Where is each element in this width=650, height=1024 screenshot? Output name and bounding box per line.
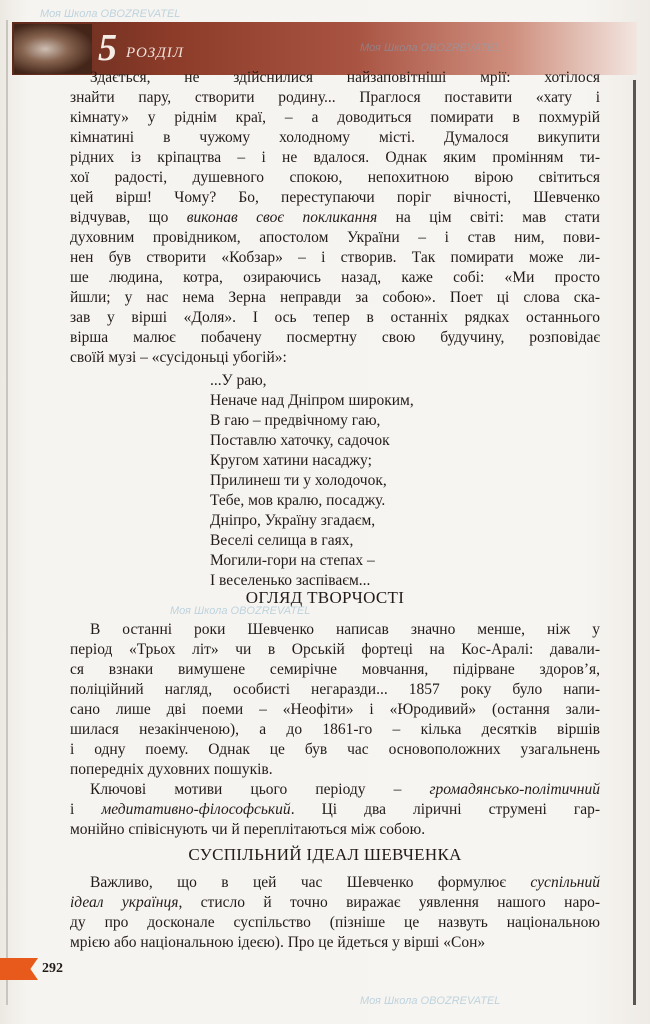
text-run: кімнатині в чужому холодному місті. Думалося викупити: [70, 129, 600, 146]
text-run: В останні роки Шевченко написав значно менше, ніж у: [90, 621, 600, 638]
text-line: [70, 933, 600, 953]
section-heading-social-ideal: СУСПІЛЬНИЙ ІДЕАЛ ШЕВЧЕНКА: [188, 845, 462, 864]
text-line: [70, 128, 600, 148]
poem-line: Могили-гори на степах –: [210, 552, 375, 569]
right-margin-line: [633, 80, 636, 1005]
text-run: , стисло й точно виражає уявлення нашого наро-: [178, 894, 600, 911]
text-run: на цім світі: мав стати: [377, 209, 600, 226]
text-run: Здається, не здійснилися найзаповітніші мрії: хотілося: [90, 69, 600, 86]
poem-line: Тебе, мов кралю, посаджу.: [210, 492, 386, 509]
poem-line: Поставлю хаточку, садочок: [210, 432, 390, 449]
poem-line: Веселі селища в гаях,: [210, 532, 354, 549]
text-line: [70, 188, 600, 208]
watermark: Моя Школа OBOZREVATEL: [360, 42, 501, 54]
text-run: ду про досконале суспільство (пізніше це назвуть національною: [70, 914, 600, 931]
page-number: 292: [42, 961, 63, 976]
chapter-number: 5: [98, 27, 117, 69]
chapter-label: РОЗДІЛ: [126, 45, 184, 61]
poem-line: В гаю – предвічному гаю,: [210, 412, 381, 429]
poem-excerpt: [210, 371, 414, 591]
poem-line: ...У раю,: [210, 372, 267, 389]
text-line: [70, 168, 600, 188]
watermark: Моя Школа OBOZREVATEL: [170, 605, 311, 617]
text-line: [70, 208, 600, 228]
text-run: духовним провідником, апостолом України – і став ним, пови-: [70, 229, 600, 246]
section-heading-overview: ОГЛЯД ТВОРЧОСТІ: [245, 588, 405, 607]
text-run: цей вірш! Чому? Бо, переступаючи поріг вічності, Шевченко: [70, 189, 600, 206]
text-line: [70, 620, 600, 640]
text-run: період «Трьох літ» чи в Орській фортеці на Кос-Аралі: давали-: [70, 641, 600, 658]
text-run: Ключові мотиви цього періоду –: [90, 781, 430, 798]
text-run: рідних із кріпацтва – і не вдалося. Однак яким промінням ти-: [70, 149, 600, 166]
text-run: зав у вірші «Доля». І ось тепер в останніх рядках останнього: [70, 309, 600, 326]
paragraph-4: [70, 873, 600, 953]
text-run: йшли; у нас нема Зерна неправди за собою». Поет ці слова ска-: [70, 289, 600, 306]
watermark: Моя Школа OBOZREVATEL: [360, 995, 501, 1007]
text-run: своїй музі – «сусідоньці убогій»:: [70, 349, 287, 366]
emphasis-text: громадянсько-політичний: [429, 781, 600, 798]
text-line: [70, 660, 600, 680]
text-run: шилася незакінченою), а до 1861-го – кілька десятків віршів: [70, 721, 600, 738]
text-line: [70, 288, 600, 308]
watermark: Моя Школа OBOZREVATEL: [40, 8, 181, 20]
text-line: [70, 328, 600, 348]
text-line: [70, 68, 600, 88]
text-line: [70, 348, 600, 368]
text-line: [70, 640, 600, 660]
text-line: [70, 780, 600, 800]
text-run: відчував, що: [70, 209, 187, 226]
text-line: [70, 108, 600, 128]
paragraph-1: [70, 68, 600, 368]
text-run: ше людина, котра, озираючись назад, каже собі: «Ми просто: [70, 269, 600, 286]
text-line: [70, 680, 600, 700]
paragraph-3: [70, 780, 600, 840]
text-run: монійно співіснують чи й переплітаються між собою.: [70, 821, 426, 838]
page-number-tab: [0, 958, 38, 980]
text-run: мрією або національною ідеєю). Про це йдеться у вірші «Сон»: [70, 934, 486, 951]
poem-line: Неначе над Дніпром широким,: [210, 392, 414, 409]
text-run: кімнату» у ріднім краї, – а доводиться помирати в похмурій: [70, 109, 600, 126]
text-line: [70, 700, 600, 720]
text-line: [70, 873, 600, 893]
paragraph-2: [70, 620, 600, 780]
text-line: [70, 800, 600, 820]
text-run: Важливо, що в цей час Шевченко формулює: [90, 874, 531, 891]
poem-line: Кругом хатини насаджу;: [210, 452, 372, 469]
text-run: хої радості, душевного спокою, непохитною вірою світиться: [70, 169, 600, 186]
text-run: вірша малює побачену посмертну свою будучину, розповідає: [70, 329, 600, 346]
banner-illustration: [14, 24, 92, 74]
text-run: і одну поему. Однак це був час основоположних узагальнень: [70, 741, 600, 758]
text-line: [70, 820, 600, 840]
emphasis-text: суспільний: [530, 874, 600, 891]
text-line: [70, 228, 600, 248]
text-line: [70, 308, 600, 328]
text-line: [70, 720, 600, 740]
text-line: [70, 268, 600, 288]
poem-line: Дніпро, Україну згадаєм,: [210, 512, 376, 529]
text-line: [70, 893, 600, 913]
text-run: і: [70, 801, 102, 818]
text-run: . Ці два ліричні струмені гар-: [290, 801, 600, 818]
text-line: [70, 148, 600, 168]
text-line: [70, 740, 600, 760]
emphasis-text: ідеал українця: [70, 894, 179, 911]
text-run: нен був створити «Кобзар» – і створив. Так помирати може ли-: [70, 249, 600, 266]
emphasis-text: медитативно-філософський: [101, 801, 291, 818]
text-line: [70, 760, 600, 780]
text-line: [70, 88, 600, 108]
emphasis-text: виконав своє покликання: [186, 209, 378, 226]
text-run: попередніх духовних пошуків.: [70, 761, 273, 778]
text-run: поліційний нагляд, особисті негаразди... 1857 року було напи-: [70, 681, 600, 698]
text-line: [70, 248, 600, 268]
poem-line: Прилинеш ти у холодочок,: [210, 472, 387, 489]
text-run: ся взнаки вимушене семирічне мовчання, підірване здоров’я,: [70, 661, 600, 678]
poem-line: І веселенько заспіваєм...: [210, 572, 371, 589]
text-run: сано лише дві поеми – «Неофіти» і «Юродивий» (остання зали-: [70, 701, 600, 718]
text-line: [70, 913, 600, 933]
text-run: знайти пару, створити родину... Праглося поставити «хату і: [70, 89, 600, 106]
